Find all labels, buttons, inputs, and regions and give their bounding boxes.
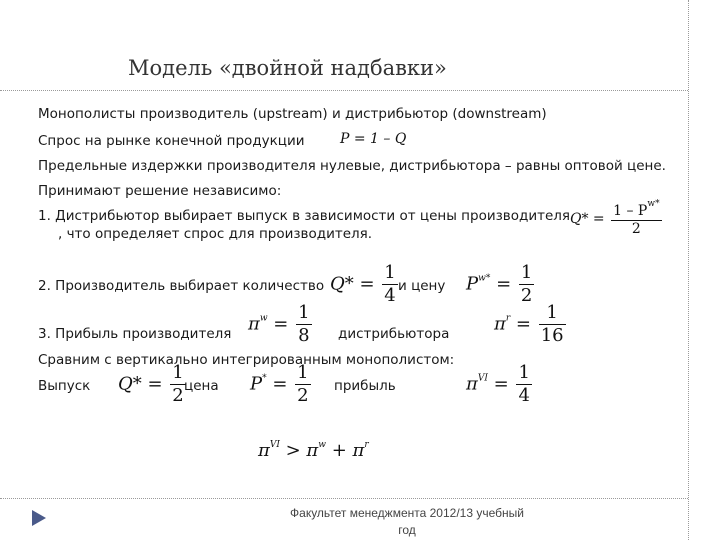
line-step2-price: и цену xyxy=(398,278,446,294)
label-profit: прибыль xyxy=(334,378,396,394)
profit-inequality: $\pi^{VI} > \pi^w + \pi^r$ xyxy=(258,440,369,461)
bottom-divider xyxy=(0,498,688,499)
label-price: цена xyxy=(184,378,219,394)
line-step2: 2. Производитель выбирает количество xyxy=(38,278,325,294)
line-step1-cont: , что определяет спрос для производителя. xyxy=(58,226,373,242)
line-independent: Принимают решение независимо: xyxy=(38,183,282,199)
line-costs: Предельные издержки производителя нулевые, дистрибьютора – равны оптовой цене. xyxy=(38,158,666,174)
line-step3: 3. Прибыль производителя xyxy=(38,326,232,342)
formula-pi-r: $\pi^r$ = $\frac{1}{16}$ xyxy=(494,302,564,346)
formula-pi-vi: $\pi^{VI}$ = $\frac{1}{4}$ xyxy=(466,362,530,406)
demand-formula: P = 1 – Q xyxy=(340,131,407,147)
top-divider xyxy=(0,90,688,91)
footer-text: Факультет менеджмента 2012/13 учебный год xyxy=(290,506,524,537)
label-output: Выпуск xyxy=(38,378,91,394)
line-step3-distributor: дистрибьютора xyxy=(338,326,450,342)
line-demand: Спрос на рынке конечной продукции xyxy=(38,133,305,149)
formula-q-producer: Q* = $\frac{1}{4}$ xyxy=(330,262,396,306)
formula-pw: $P^{w*}$ = $\frac{1}{2}$ xyxy=(466,262,533,306)
slide-title: Модель «двойной надбавки» xyxy=(128,56,447,80)
formula-p-vi: P* = $\frac{1}{2}$ xyxy=(250,362,309,406)
right-divider xyxy=(688,0,689,540)
line-monopolists: Монополисты производитель (upstream) и дистрибьютор (downstream) xyxy=(38,106,547,122)
line-step1: 1. Дистрибьютор выбирает выпуск в зависимости от цены производителя xyxy=(38,208,571,224)
next-arrow-icon xyxy=(32,510,46,526)
formula-q-vi: Q* = $\frac{1}{2}$ xyxy=(118,362,184,406)
line-compare: Сравним с вертикально интегрированным монополистом: xyxy=(38,352,455,368)
formula-q-distributor: Q* = $\frac{1 - P^{w*}}{2}$ xyxy=(570,199,660,238)
formula-pi-w: $\pi^w$ = $\frac{1}{8}$ xyxy=(248,302,310,346)
